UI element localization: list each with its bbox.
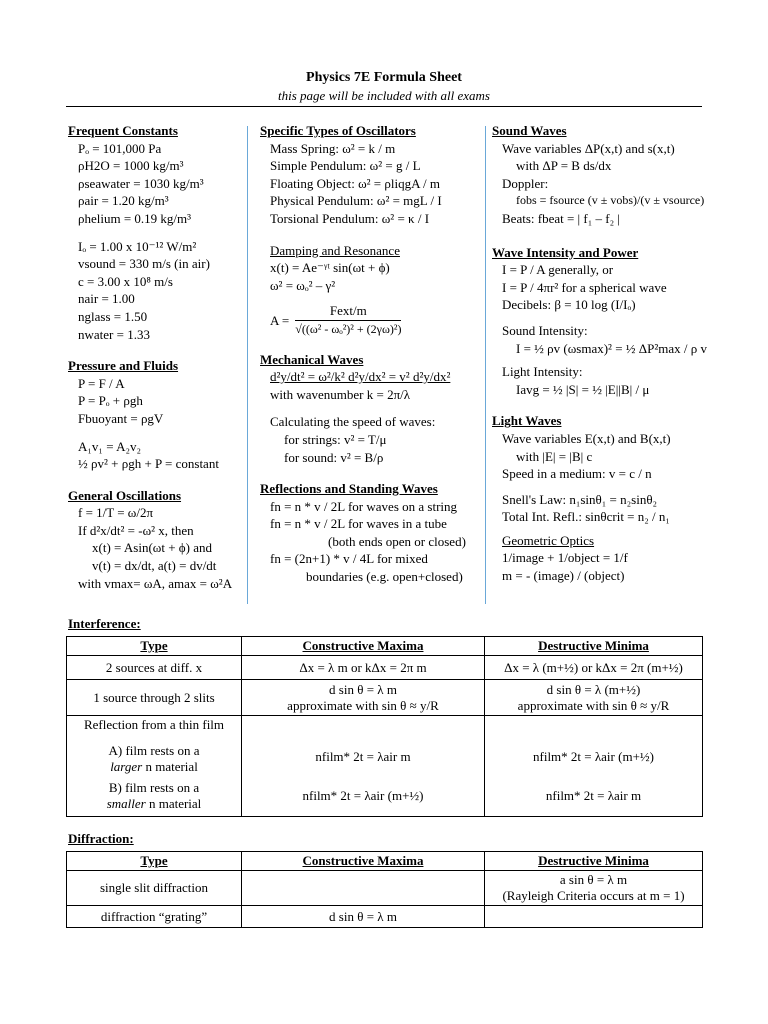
table-cell: d sin θ = λ m bbox=[242, 906, 485, 928]
page-title: Physics 7E Formula Sheet bbox=[306, 70, 462, 85]
table-cell bbox=[242, 680, 485, 716]
column-divider-left bbox=[247, 126, 248, 604]
table-cell: diffraction “grating” bbox=[67, 906, 242, 928]
table-row bbox=[67, 680, 703, 716]
formula-line: with ΔP = B ds/dx bbox=[516, 158, 612, 174]
table-cell: Δx = λ m or kΔx = 2π m bbox=[242, 656, 485, 680]
subsection-heading-geometric-optics: Geometric Optics bbox=[502, 532, 595, 548]
constant-line: ρair = 1.20 kg/m³ bbox=[78, 193, 169, 209]
formula-line: Speed in a medium: v = c / n bbox=[502, 466, 652, 482]
formula-line: v(t) = dx/dt, a(t) = dv/dt bbox=[92, 558, 217, 574]
formula-line: Fbuoyant = ρgV bbox=[78, 410, 164, 426]
formula-line: x(t) = Asin(ωt + ϕ) and bbox=[92, 540, 212, 556]
constant-line: nglass = 1.50 bbox=[78, 308, 148, 324]
formula-line: Torsional Pendulum: ω² = κ / I bbox=[270, 210, 430, 226]
formula-line: I = P / 4πr² for a spherical wave bbox=[502, 279, 667, 295]
formula-line: with wavenumber k = 2π/λ bbox=[270, 386, 411, 402]
table-cell bbox=[485, 680, 703, 716]
section-heading-sound-waves: Sound Waves bbox=[492, 123, 567, 138]
section-heading-mechanical-waves: Mechanical Waves bbox=[260, 351, 364, 367]
cell-line: d sin θ = λ (m+½) bbox=[546, 681, 641, 697]
constant-line: Pₒ = 101,000 Pa bbox=[78, 140, 162, 156]
cell-line: A) film rests on a bbox=[108, 743, 200, 758]
interference-table bbox=[66, 636, 703, 817]
formula-line: P = Pₒ + ρgh bbox=[78, 393, 143, 409]
amplitude-formula bbox=[270, 302, 486, 338]
constant-line: ρseawater = 1030 kg/m³ bbox=[78, 175, 204, 191]
diffraction-heading: Diffraction: bbox=[68, 831, 134, 846]
table-cell bbox=[242, 871, 485, 906]
formula-line: fn = (2n+1) * v / 4L for mixed bbox=[270, 551, 428, 567]
formula-line: If d²x/dt² = -ω² x, then bbox=[78, 522, 194, 538]
formula-line: Floating Object: ω² = ρliqgA / m bbox=[270, 175, 440, 191]
column-header-destructive: Destructive Minima bbox=[485, 852, 703, 871]
table-cell: nfilm* 2t = λair (m+½) bbox=[242, 776, 485, 816]
section-heading-intensity: Wave Intensity and Power bbox=[492, 244, 639, 260]
formula-line: Calculating the speed of waves: bbox=[270, 414, 436, 430]
column-header-destructive: Destructive Minima bbox=[485, 637, 703, 656]
column-header-constructive: Constructive Maxima bbox=[242, 852, 485, 871]
formula-line: fn = n * v / 2L for waves in a tube bbox=[270, 516, 447, 532]
formula-line: Mass Spring: ω² = k / m bbox=[270, 140, 396, 156]
cell-line: a sin θ = λ m bbox=[559, 872, 628, 887]
cell-line: B) film rests on a bbox=[108, 779, 200, 795]
column-header-constructive: Constructive Maxima bbox=[242, 637, 485, 656]
column-oscillators-waves bbox=[260, 122, 486, 586]
formula-line: fobs = fsource (v ± vobs)/(v ± vsource) bbox=[516, 193, 705, 208]
column-header-type: Type bbox=[67, 852, 242, 871]
formula-line: Snell's Law: n₁sinθ₁ = n₂sinθ₂ bbox=[502, 491, 658, 507]
section-heading-light-waves: Light Waves bbox=[492, 413, 562, 429]
table-cell: nfilm* 2t = λair (m+½) bbox=[485, 716, 703, 777]
table-cell: 2 sources at diff. x bbox=[67, 656, 242, 680]
table-cell bbox=[67, 776, 242, 816]
cell-text: n material bbox=[145, 795, 202, 811]
constant-line: nair = 1.00 bbox=[78, 291, 135, 307]
formula-line: 1/image + 1/object = 1/f bbox=[502, 550, 628, 566]
formula-line: m = - (image) / (object) bbox=[502, 568, 625, 584]
formula-line: ½ ρv² + ρgh + P = constant bbox=[78, 456, 219, 472]
table-cell bbox=[67, 716, 242, 777]
constant-line: nwater = 1.33 bbox=[78, 326, 150, 342]
column-waves-optics bbox=[492, 122, 712, 585]
table-header-row bbox=[67, 852, 703, 871]
formula-line: Total Int. Refl.: sinθcrit = n₂ / n₁ bbox=[502, 509, 670, 525]
section-heading-frequent-constants: Frequent Constants bbox=[68, 123, 178, 138]
diffraction-table bbox=[66, 851, 703, 928]
formula-line: fn = n * v / 2L for waves on a string bbox=[270, 498, 458, 514]
table-cell: nfilm* 2t = λair m bbox=[242, 716, 485, 777]
amplitude-fraction bbox=[295, 302, 401, 338]
table-cell: Δx = λ (m+½) or kΔx = 2π (m+½) bbox=[485, 656, 703, 680]
cell-line: (Rayleigh Criteria occurs at m = 1) bbox=[502, 888, 685, 903]
page-subtitle: this page will be included with all exams bbox=[278, 88, 490, 103]
section-heading-reflections: Reflections and Standing Waves bbox=[260, 481, 438, 497]
formula-line: with vmax= ωA, amax = ω²A bbox=[78, 575, 233, 591]
table-row bbox=[67, 656, 703, 680]
formula-line: Decibels: β = 10 log (I/Iₒ) bbox=[502, 297, 636, 313]
section-heading-general-oscillations: General Oscillations bbox=[68, 487, 182, 503]
formula-line: Simple Pendulum: ω² = g / L bbox=[270, 158, 421, 174]
formula-line: for strings: v² = T/μ bbox=[284, 431, 387, 447]
table-row bbox=[67, 776, 703, 816]
header-rule bbox=[66, 106, 702, 107]
formula-note: (both ends open or closed) bbox=[328, 533, 466, 549]
table-cell: single slit diffraction bbox=[67, 871, 242, 906]
table-row bbox=[67, 716, 703, 777]
formula-line: x(t) = Ae⁻ᵞᵗ sin(ωt + ϕ) bbox=[270, 260, 390, 276]
table-cell bbox=[485, 906, 703, 928]
amplitude-denominator: √((ω² - ωₒ²)² + (2γω)²) bbox=[295, 321, 402, 336]
formula-line: with |E| = |B| c bbox=[516, 448, 593, 464]
cell-line: d sin θ = λ m bbox=[329, 681, 397, 697]
interference-heading: Interference: bbox=[68, 616, 141, 631]
amplitude-numerator: Fext/m bbox=[295, 302, 401, 321]
cell-line: Reflection from a thin film bbox=[83, 717, 225, 732]
formula-line: for sound: v² = B/ρ bbox=[284, 449, 384, 465]
formula-line: A₁v₁ = A₂v₂ bbox=[78, 438, 142, 454]
column-constants bbox=[68, 122, 238, 592]
cell-text: n material bbox=[142, 759, 198, 774]
column-header-type: Type bbox=[67, 637, 242, 656]
formula-line: Doppler: bbox=[502, 175, 549, 191]
formula-line: Wave variables ΔP(x,t) and s(x,t) bbox=[502, 140, 675, 156]
constant-line: vsound = 330 m/s (in air) bbox=[78, 256, 210, 272]
subsection-heading-damping: Damping and Resonance bbox=[270, 242, 400, 258]
formula-line: Physical Pendulum: ω² = mgL / I bbox=[270, 193, 442, 209]
wave-equation: d²y/dt² = ω²/k² d²y/dx² = v² d²y/dx² bbox=[270, 369, 451, 385]
section-heading-specific-oscillators: Specific Types of Oscillators bbox=[260, 123, 416, 138]
table-cell: 1 source through 2 slits bbox=[67, 680, 242, 716]
amplitude-lhs: A = bbox=[270, 312, 290, 328]
cell-line: approximate with sin θ ≈ y/R bbox=[517, 697, 670, 713]
formula-line: f = 1/T = ω/2π bbox=[78, 505, 154, 521]
formula-line: Iavg = ½ |S| = ½ |E||B| / μ bbox=[516, 381, 650, 397]
cell-italic-word: larger bbox=[110, 759, 143, 774]
table-cell: nfilm* 2t = λair m bbox=[485, 776, 703, 816]
section-heading-pressure-fluids: Pressure and Fluids bbox=[68, 358, 179, 374]
cell-line: approximate with sin θ ≈ y/R bbox=[287, 697, 439, 713]
formula-line: Light Intensity: bbox=[502, 364, 583, 380]
constant-line: Iₒ = 1.00 x 10⁻¹² W/m² bbox=[78, 238, 197, 254]
formula-line: ω² = ωₒ² – γ² bbox=[270, 277, 336, 293]
table-header-row bbox=[67, 637, 703, 656]
constant-line: ρH2O = 1000 kg/m³ bbox=[78, 158, 184, 174]
table-row bbox=[67, 906, 703, 928]
cell-line bbox=[71, 796, 237, 812]
cell-italic-word: smaller bbox=[106, 795, 146, 811]
table-row bbox=[67, 871, 703, 906]
formula-line: P = F / A bbox=[78, 375, 125, 391]
table-cell bbox=[485, 871, 703, 906]
formula-line: I = P / A generally, or bbox=[502, 262, 614, 278]
formula-note: boundaries (e.g. open+closed) bbox=[306, 569, 463, 585]
formula-line: I = ½ ρv (ωsmax)² = ½ ΔP²max / ρ v bbox=[516, 340, 708, 356]
cell-line bbox=[71, 759, 237, 775]
formula-line: Wave variables E(x,t) and B(x,t) bbox=[502, 430, 671, 446]
constant-line: ρhelium = 0.19 kg/m³ bbox=[78, 210, 192, 226]
formula-line: Beats: fbeat = | f₁ – f₂ | bbox=[502, 210, 620, 226]
formula-line: Sound Intensity: bbox=[502, 322, 588, 338]
constant-line: c = 3.00 x 10⁸ m/s bbox=[78, 273, 173, 289]
